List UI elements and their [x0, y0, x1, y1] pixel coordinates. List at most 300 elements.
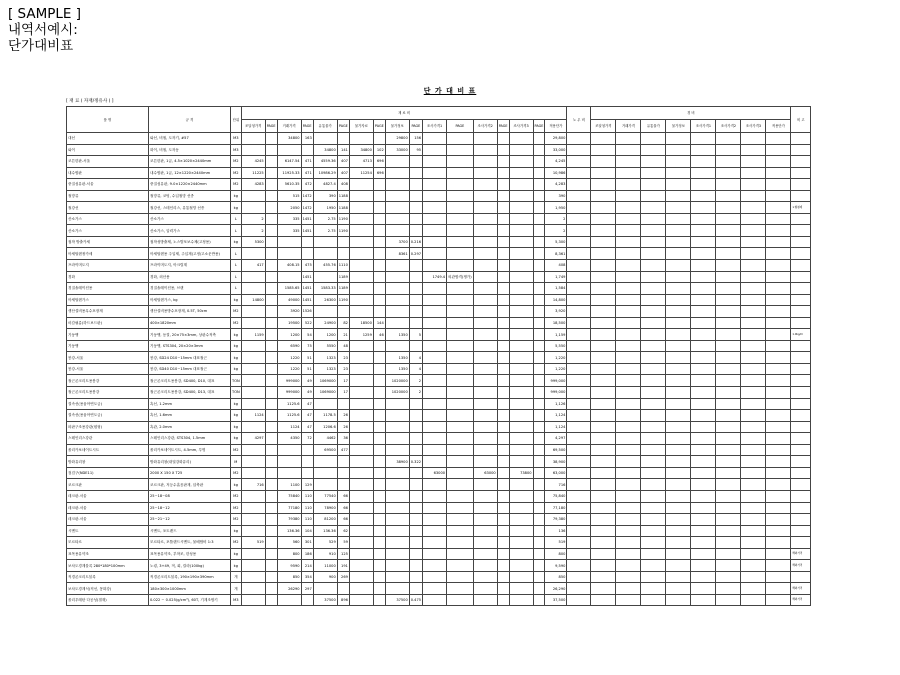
cell-value: 10,986	[545, 167, 567, 179]
cell-value: 1,220	[545, 363, 567, 375]
item-name: 데크판-서울	[67, 490, 149, 502]
cell-value	[349, 410, 373, 422]
cell-value: 850	[545, 571, 567, 583]
cell-value	[447, 167, 474, 179]
cell-value: 1124	[277, 421, 301, 433]
expense-cell	[616, 467, 641, 479]
cell-value: 408	[545, 260, 567, 272]
cell-value	[423, 421, 447, 433]
cell-value	[497, 179, 509, 191]
cell-value	[533, 433, 545, 445]
expense-cell	[616, 340, 641, 352]
cell-value	[473, 236, 497, 248]
cell-value	[497, 294, 509, 306]
cell-value	[473, 133, 497, 145]
table-row	[67, 444, 811, 456]
expense-cell	[766, 421, 791, 433]
table-row	[67, 225, 811, 237]
cell-value: 1200	[277, 329, 301, 341]
cell-value	[373, 537, 385, 549]
expense-cell	[591, 317, 616, 329]
cell-value: 33,000	[545, 144, 567, 156]
cell-value	[473, 352, 497, 364]
cell-value	[241, 490, 265, 502]
item-name: 생산설비용무수포장재	[67, 306, 149, 318]
cell-value: 37500	[313, 594, 337, 606]
expense-cell	[616, 537, 641, 549]
cell-value	[533, 294, 545, 306]
expense-cell	[766, 144, 791, 156]
cell-value: 800	[545, 548, 567, 560]
cell-value	[473, 433, 497, 445]
cell-value	[473, 548, 497, 560]
subheader-material-15: PAGE	[533, 120, 545, 133]
item-unit: L	[231, 260, 242, 272]
cell-value	[409, 410, 422, 422]
cell-value	[373, 306, 385, 318]
cell-value	[265, 248, 277, 260]
expense-cell	[666, 202, 691, 214]
cell-value	[385, 398, 409, 410]
expense-cell	[641, 283, 666, 295]
cell-value: 14800	[241, 294, 265, 306]
cell-value: 9,590	[545, 560, 567, 572]
cell-value	[241, 375, 265, 387]
cell-value: 0.216	[409, 236, 422, 248]
expense-cell	[591, 387, 616, 399]
cell-value: 14,800	[545, 294, 567, 306]
cell-value: 79,380	[545, 514, 567, 526]
table-row	[67, 248, 811, 260]
cell-value: 269	[337, 571, 349, 583]
expense-cell	[616, 271, 641, 283]
expense-cell	[741, 363, 766, 375]
cell-value	[385, 167, 409, 179]
cell-value	[349, 236, 373, 248]
item-unit: L	[231, 248, 242, 260]
note-cell	[791, 410, 811, 422]
cell-value	[265, 225, 277, 237]
cell-value	[265, 444, 277, 456]
expense-cell	[766, 456, 791, 468]
cell-value	[447, 190, 474, 202]
cell-value	[423, 283, 447, 295]
cell-value	[337, 583, 349, 595]
note-cell	[791, 133, 811, 145]
expense-cell	[766, 248, 791, 260]
cell-value	[349, 594, 373, 606]
cell-value	[349, 514, 373, 526]
item-name: 기둥앵	[67, 340, 149, 352]
cell-value	[241, 514, 265, 526]
expense-cell	[641, 167, 666, 179]
cell-value: 129	[301, 479, 313, 491]
item-spec: 흑선, 1.6mm	[149, 410, 231, 422]
cell-value	[265, 467, 277, 479]
note-cell	[791, 387, 811, 399]
expense-cell	[691, 213, 716, 225]
expense-cell	[641, 560, 666, 572]
cell-value	[533, 271, 545, 283]
note-cell	[791, 340, 811, 352]
cell-value	[533, 340, 545, 352]
cell-value	[473, 317, 497, 329]
cell-value	[423, 583, 447, 595]
expense-cell	[616, 375, 641, 387]
cell-value	[313, 583, 337, 595]
cell-value	[265, 317, 277, 329]
cell-value	[533, 502, 545, 514]
cell-value	[509, 236, 533, 248]
cell-value: 38,900	[545, 456, 567, 468]
cell-value	[337, 133, 349, 145]
labor-cell	[567, 456, 591, 468]
cell-value	[473, 260, 497, 272]
item-spec: 생산설비용방수포장재, 0.5T, 50cm	[149, 306, 231, 318]
expense-cell	[716, 167, 741, 179]
cell-value: 1950	[313, 202, 337, 214]
expense-cell	[741, 537, 766, 549]
cell-value: 1451	[301, 271, 313, 283]
cell-value	[423, 594, 447, 606]
cell-value: 455.76	[313, 260, 337, 272]
expense-cell	[616, 202, 641, 214]
cell-value: 1,159	[545, 329, 567, 341]
expense-cell	[691, 444, 716, 456]
cell-value	[473, 490, 497, 502]
cell-value	[509, 225, 533, 237]
note-cell: 해외가격	[791, 594, 811, 606]
cell-value	[423, 433, 447, 445]
expense-cell	[666, 375, 691, 387]
cell-value	[337, 236, 349, 248]
cell-value: 6590	[277, 340, 301, 352]
cell-value	[385, 433, 409, 445]
cell-value	[385, 213, 409, 225]
item-unit: kg	[231, 421, 242, 433]
item-name: 봉강-서울	[67, 352, 149, 364]
cell-value	[473, 375, 497, 387]
cell-value: 47	[301, 398, 313, 410]
cell-value	[313, 398, 337, 410]
cell-value	[497, 144, 509, 156]
expense-cell	[716, 248, 741, 260]
cell-value: 1159	[241, 329, 265, 341]
cell-value: 472	[301, 179, 313, 191]
cell-value: 48	[337, 340, 349, 352]
cell-value: 38900	[385, 456, 409, 468]
expense-cell	[766, 583, 791, 595]
document-title: 단 가 대 비 표	[423, 87, 477, 95]
expense-cell	[691, 490, 716, 502]
item-name: 시멘트	[67, 525, 149, 537]
cell-value	[533, 363, 545, 375]
expense-cell	[616, 329, 641, 341]
expense-cell	[616, 248, 641, 260]
expense-cell	[741, 340, 766, 352]
cell-value: 54	[301, 329, 313, 341]
cell-value	[473, 387, 497, 399]
cell-value	[423, 525, 447, 537]
cell-value	[337, 306, 349, 318]
expense-cell	[741, 433, 766, 445]
cell-value: 21	[337, 329, 349, 341]
cell-value	[241, 133, 265, 145]
expense-cell	[666, 352, 691, 364]
expense-cell	[666, 502, 691, 514]
cell-value: 2	[409, 375, 422, 387]
cell-value: 11254	[349, 167, 373, 179]
cell-value	[409, 167, 422, 179]
cell-value	[301, 248, 313, 260]
cell-value	[497, 167, 509, 179]
cell-value: 1749.4	[423, 271, 447, 283]
expense-cell	[641, 490, 666, 502]
cell-value: 36	[337, 433, 349, 445]
labor-cell	[567, 363, 591, 375]
cell-value	[497, 248, 509, 260]
cell-value	[373, 283, 385, 295]
item-name: 파판구조용강관(원형)	[67, 421, 149, 433]
cell-value	[533, 456, 545, 468]
expense-cell	[641, 594, 666, 606]
cell-value	[423, 548, 447, 560]
item-spec: 철근콘크리트용봉강, SD400, D10, 대표	[149, 375, 231, 387]
expense-cell	[741, 329, 766, 341]
cell-value: 1189	[337, 271, 349, 283]
cell-value	[447, 525, 474, 537]
cell-value: 1451	[301, 225, 313, 237]
subheader-expense-4: 조사가격1	[691, 120, 716, 133]
cell-value	[497, 363, 509, 375]
expense-cell	[641, 387, 666, 399]
cell-value	[497, 352, 509, 364]
expense-cell	[666, 213, 691, 225]
cell-value: 5,300	[545, 236, 567, 248]
cell-value: 1585.65	[277, 283, 301, 295]
cell-value: 77540	[313, 490, 337, 502]
note-cell	[791, 156, 811, 168]
cell-value	[423, 236, 447, 248]
cell-value	[447, 294, 474, 306]
note-cell	[791, 571, 811, 583]
cell-value	[533, 421, 545, 433]
item-unit: kg	[231, 236, 242, 248]
cell-value: 9590	[277, 560, 301, 572]
cell-value: 110	[301, 514, 313, 526]
cell-value: 1,749	[545, 271, 567, 283]
cell-value: 1451	[301, 294, 313, 306]
cell-value: 191	[337, 560, 349, 572]
cell-value	[241, 456, 265, 468]
expense-cell	[716, 236, 741, 248]
cell-value	[265, 329, 277, 341]
cell-value	[497, 271, 509, 283]
item-spec: 프라이머도지, 아크릴계	[149, 260, 231, 272]
item-unit: M2	[231, 179, 242, 191]
expense-cell	[691, 225, 716, 237]
expense-cell	[666, 514, 691, 526]
cell-value	[385, 514, 409, 526]
note-cell: 해외가격	[791, 560, 811, 572]
expense-cell	[766, 190, 791, 202]
expense-cell	[641, 260, 666, 272]
subheader-material-9: PAGE	[409, 120, 422, 133]
cell-value	[409, 479, 422, 491]
table-row	[67, 479, 811, 491]
cell-value	[447, 571, 474, 583]
expense-cell	[716, 363, 741, 375]
labor-cell	[567, 571, 591, 583]
expense-cell	[666, 571, 691, 583]
cell-value: 1472	[301, 190, 313, 202]
cell-value: 716	[241, 479, 265, 491]
cell-value	[447, 225, 474, 237]
expense-cell	[691, 583, 716, 595]
cell-value	[423, 294, 447, 306]
expense-cell	[616, 294, 641, 306]
cell-value	[265, 537, 277, 549]
expense-cell	[641, 294, 666, 306]
labor-cell	[567, 525, 591, 537]
cell-value: 10986.29	[313, 167, 337, 179]
subheader-expense-1: 거래가격	[616, 120, 641, 133]
table-row	[67, 571, 811, 583]
table-row	[67, 421, 811, 433]
cell-value: 471	[301, 156, 313, 168]
subheader-material-12: 조사가격2	[473, 120, 497, 133]
cell-value	[533, 548, 545, 560]
cell-value: 4462	[313, 433, 337, 445]
labor-cell	[567, 317, 591, 329]
item-name: 철망류	[67, 190, 149, 202]
subheader-material-8: 물가정보	[385, 120, 409, 133]
cell-value	[509, 363, 533, 375]
cell-value	[473, 144, 497, 156]
cell-value	[373, 433, 385, 445]
cell-value	[385, 410, 409, 422]
note-cell	[791, 514, 811, 526]
cell-value: 63,000	[545, 467, 567, 479]
cell-value	[373, 594, 385, 606]
cell-value	[473, 444, 497, 456]
item-name: 경화	[67, 271, 149, 283]
col-header-material: 재 료 비	[241, 107, 567, 120]
note-cell: 해외가격	[791, 583, 811, 595]
cell-value	[349, 283, 373, 295]
cell-value	[533, 133, 545, 145]
note-cell	[791, 375, 811, 387]
cell-value	[497, 375, 509, 387]
cell-value: 1472	[301, 202, 313, 214]
item-spec: 봉강, SD24 D10~15mm 대표철근	[149, 352, 231, 364]
cell-value	[447, 317, 474, 329]
item-unit: M2	[231, 537, 242, 549]
labor-cell	[567, 294, 591, 306]
cell-value	[509, 525, 533, 537]
expense-cell	[741, 387, 766, 399]
cell-value	[373, 387, 385, 399]
item-spec: 기둥앵, STS304, 20×20×3mm	[149, 340, 231, 352]
expense-cell	[691, 352, 716, 364]
cell-value	[533, 444, 545, 456]
cell-value: 1220	[277, 363, 301, 375]
cell-value	[497, 236, 509, 248]
expense-cell	[641, 583, 666, 595]
cell-value	[533, 594, 545, 606]
cell-value	[447, 467, 474, 479]
cell-value	[533, 571, 545, 583]
cell-value	[497, 225, 509, 237]
cell-value	[497, 410, 509, 422]
expense-cell	[666, 329, 691, 341]
expense-cell	[616, 421, 641, 433]
expense-cell	[591, 202, 616, 214]
expense-cell	[666, 133, 691, 145]
item-name: 마감필름(하드보드판)	[67, 317, 149, 329]
expense-cell	[691, 271, 716, 283]
expense-cell	[616, 167, 641, 179]
expense-cell	[616, 213, 641, 225]
table-row	[67, 294, 811, 306]
cell-value	[423, 202, 447, 214]
cell-value	[265, 560, 277, 572]
item-spec: 2000 X 150 X T25	[149, 467, 231, 479]
cell-value: 4,245	[545, 156, 567, 168]
cell-value	[509, 190, 533, 202]
item-name: 산소가스	[67, 225, 149, 237]
expense-cell	[666, 467, 691, 479]
expense-cell	[591, 144, 616, 156]
cell-value	[277, 594, 301, 606]
cell-value	[447, 456, 474, 468]
cell-value	[423, 306, 447, 318]
expense-cell	[641, 317, 666, 329]
cell-value	[497, 433, 509, 445]
table-row	[67, 329, 811, 341]
expense-cell	[691, 410, 716, 422]
table-row	[67, 467, 811, 479]
cell-value	[497, 133, 509, 145]
cell-value: 335	[277, 225, 301, 237]
cell-value: 999,000	[545, 387, 567, 399]
cell-value	[423, 363, 447, 375]
expense-cell	[591, 433, 616, 445]
cell-value	[349, 248, 373, 260]
cell-value	[533, 560, 545, 572]
cell-value	[497, 456, 509, 468]
cell-value	[423, 156, 447, 168]
cell-value	[473, 213, 497, 225]
cell-value: 1124	[241, 410, 265, 422]
cell-value	[349, 398, 373, 410]
cell-value: 2	[545, 225, 567, 237]
cell-value	[265, 410, 277, 422]
cell-value: 37500	[385, 594, 409, 606]
note-cell	[791, 444, 811, 456]
cell-value	[265, 179, 277, 191]
cell-value	[497, 306, 509, 318]
cell-value: 1020000	[385, 387, 409, 399]
cell-value	[385, 317, 409, 329]
cell-value	[447, 387, 474, 399]
expense-cell	[766, 306, 791, 318]
labor-cell	[567, 236, 591, 248]
expense-cell	[616, 225, 641, 237]
expense-cell	[591, 571, 616, 583]
cell-value	[447, 306, 474, 318]
cell-value	[473, 410, 497, 422]
